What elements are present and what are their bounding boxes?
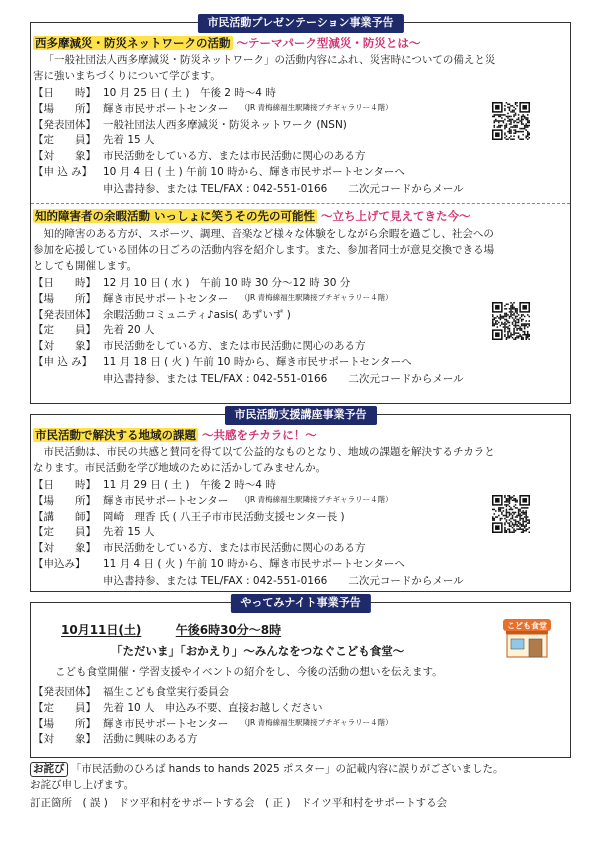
- event1-details: [33, 86, 405, 181]
- detail-value: 先着 15 人: [103, 134, 155, 147]
- detail-label: 【発表団体】: [33, 118, 96, 131]
- intro-line: なります。市民活動を学び地域のために活かしてみませんか。: [33, 461, 327, 474]
- event2-intro: [33, 227, 568, 274]
- event1-topic-sub: ～テーマパーク型減災・防災とは～: [236, 36, 421, 50]
- course-topic-main: 市民活動で解決する地域の課題: [35, 428, 196, 442]
- event-details: [33, 685, 393, 748]
- detail-value: 市民活動をしている方、または市民活動に関心のある方: [103, 542, 366, 554]
- section-banner: やってみナイト事業予告: [230, 594, 370, 613]
- detail-label: 【対 象】: [33, 733, 96, 746]
- detail-label: 【場 所】: [33, 292, 96, 305]
- detail-note: （JR 青梅線福生駅隣接プチギャラリー４階）: [240, 717, 393, 727]
- detail-label: 【発表団体】: [33, 308, 96, 321]
- detail-label: 【申 込 み】: [33, 355, 93, 368]
- detail-row: [33, 557, 405, 573]
- detail-value: 11 月 4 日 ( 火 ) 午前 10 時から、輝き市民サポートセンターへ: [103, 557, 405, 570]
- yatte-mi-night-section: [30, 596, 571, 758]
- event2-topic-main: 知的障害者の余暇活動 いっしょに笑うその先の可能性: [35, 209, 316, 223]
- event-catchphrase: 「ただいま」「おかえり」～みんなをつなぐこども食堂～: [111, 644, 405, 658]
- detail-row: [33, 118, 405, 134]
- detail-row: [33, 525, 405, 541]
- detail-row: [33, 165, 405, 181]
- qr-code-icon[interactable]: [492, 102, 530, 140]
- detail-label: 【定 員】: [33, 324, 96, 337]
- detail-value: 輝き市民サポートセンター: [103, 292, 229, 305]
- apology-notice: [30, 762, 575, 811]
- course-intro: [33, 445, 568, 477]
- detail-row: [33, 541, 405, 557]
- detail-label: 【講 師】: [33, 510, 96, 523]
- event-time: 午後6時30分～8時: [175, 623, 282, 637]
- detail-row: [33, 478, 405, 494]
- event-date: 10月11日(土): [61, 623, 142, 637]
- detail-value: 輝き市民サポートセンター: [103, 102, 229, 115]
- event2-details: [33, 276, 412, 371]
- detail-note: （JR 青梅線福生駅隣接プチギャラリー４階）: [240, 494, 393, 504]
- course-apply-method: 申込書持参、または TEL/FAX : 042-551-0166 二次元コードからメール: [103, 575, 464, 587]
- event1-topic-main: 西多摩減災・防災ネットワークの活動: [35, 36, 231, 50]
- intro-line: 市民活動は、市民の共感と賛同を得て以て公益的なものとなり、地域の課題を解決するチカラと: [43, 446, 495, 458]
- detail-value: 岡崎 理香 氏 ( 八王子市市民活動支援センター長 ): [103, 510, 345, 523]
- correction-line: 訂正箇所 ( 誤 ) ドツ平和村をサポートする会 ( 正 ) ドイツ平和村をサポートする会: [30, 796, 448, 809]
- support-course-section: [30, 408, 571, 592]
- detail-row: [33, 292, 412, 308]
- detail-label: 【対 象】: [33, 340, 96, 352]
- detail-value: 先着 15 人: [103, 526, 155, 539]
- detail-row: [33, 102, 405, 118]
- detail-label: 【定 員】: [33, 701, 96, 714]
- detail-value: 輝き市民サポートセンター: [103, 717, 229, 730]
- detail-value: 福生こども食堂実行委員会: [103, 686, 229, 698]
- detail-row: [33, 355, 412, 371]
- detail-row: [33, 732, 393, 748]
- event-datetime: [61, 621, 281, 639]
- detail-row: [33, 323, 412, 339]
- detail-row: [33, 510, 405, 526]
- detail-label: 【日 時】: [33, 277, 96, 289]
- detail-value: 先着 20 人: [103, 324, 155, 337]
- detail-value: 10 月 25 日 ( 土 ) 午後 2 時～4 時: [103, 87, 276, 99]
- detail-label: 【場 所】: [33, 494, 96, 507]
- event1-intro: [33, 53, 568, 85]
- detail-label: 【日 時】: [33, 479, 96, 491]
- detail-label: 【申込み】: [33, 557, 86, 570]
- detail-value: 11 月 18 日 ( 火 ) 午前 10 時から、輝き市民サポートセンターへ: [103, 355, 412, 368]
- event2-topic: [33, 208, 471, 225]
- apology-tag: お詫び: [30, 762, 68, 777]
- intro-line: 知的障害のある方が、スポーツ、調理、音楽など様々な体験をしながら余暇を過ごし、社会への: [43, 228, 494, 240]
- course-topic: [33, 427, 317, 444]
- event2-apply-method: 申込書持参、または TEL/FAX : 042-551-0166 二次元コードからメール: [103, 373, 464, 385]
- detail-value: 先着 10 人 申込み不要、直接お越しください: [103, 701, 323, 714]
- intro-line: としても開催します。: [33, 259, 138, 272]
- detail-row: [33, 494, 405, 510]
- detail-label: 【発表団体】: [33, 686, 96, 698]
- detail-row: [33, 339, 412, 355]
- apology-line: お詫び申し上げます。: [30, 778, 135, 791]
- course-details: [33, 478, 405, 573]
- kodomo-shokudo-shop-icon: [501, 615, 553, 659]
- detail-row: [33, 308, 412, 324]
- shop-sign: こども食堂: [507, 621, 547, 631]
- presentation-section: [30, 16, 571, 404]
- detail-value: 市民活動をしている方、または市民活動に関心のある方: [103, 340, 366, 352]
- detail-value: 余暇活動コミュニティ♪asis( あずいず ): [103, 308, 291, 321]
- apology-line: 「市民活動のひろば hands to hands 2025 ポスター」の記載内容に誤りがございました。: [70, 763, 504, 775]
- divider: [31, 203, 570, 204]
- detail-value: 一般社団法人西多摩減災・防災ネットワーク (NSN): [103, 118, 347, 131]
- intro-line: 参加を応援している団体の日ごろの活動内容を紹介します。また、参加者同士が意見交換できる場: [33, 243, 495, 256]
- detail-label: 【日 時】: [33, 87, 96, 99]
- detail-note: （JR 青梅線福生駅隣接プチギャラリー４階）: [240, 292, 393, 302]
- detail-label: 【対 象】: [33, 542, 96, 554]
- detail-row: [33, 133, 405, 149]
- detail-label: 【場 所】: [33, 102, 96, 115]
- section-banner: 市民活動支援講座事業予告: [225, 406, 377, 425]
- event2-topic-sub: ～立ち上げて見えてきた今～: [321, 209, 471, 223]
- qr-code-icon[interactable]: [492, 495, 530, 533]
- detail-row: [33, 276, 412, 292]
- intro-line: 害に強いまちづくりについて学びます。: [33, 69, 221, 82]
- detail-row: [33, 149, 405, 165]
- detail-value: 輝き市民サポートセンター: [103, 494, 229, 507]
- event1-topic: [33, 35, 420, 52]
- detail-label: 【申 込 み】: [33, 165, 93, 178]
- detail-label: 【定 員】: [33, 134, 96, 147]
- event1-apply-method: 申込書持参、または TEL/FAX : 042-551-0166 二次元コードからメール: [103, 183, 464, 195]
- section-banner: 市民活動プレゼンテーション事業予告: [197, 14, 403, 33]
- detail-note: （JR 青梅線福生駅隣接プチギャラリー４階）: [240, 102, 393, 112]
- detail-value: 10 月 4 日 ( 土 ) 午前 10 時から、輝き市民サポートセンターへ: [103, 165, 405, 178]
- detail-value: 12 月 10 日 ( 水 ) 午前 10 時 30 分～12 時 30 分: [103, 277, 351, 289]
- detail-value: 市民活動をしている方、または市民活動に関心のある方: [103, 150, 366, 162]
- detail-label: 【場 所】: [33, 717, 96, 730]
- detail-label: 【対 象】: [33, 150, 96, 162]
- detail-row: [33, 717, 393, 733]
- event-intro: こども食堂開催・学習支援やイベントの紹介をし、今後の活動の想いを伝えます。: [55, 666, 443, 678]
- detail-row: [33, 685, 393, 701]
- detail-value: 11 月 29 日 ( 土 ) 午後 2 時～4 時: [103, 479, 276, 491]
- detail-row: [33, 86, 405, 102]
- qr-code-icon[interactable]: [492, 302, 530, 340]
- intro-line: 「一般社団法人西多摩減災・防災ネットワーク」の活動内容にふれ、災害時についての備えと災: [43, 54, 496, 66]
- detail-value: 活動に興味のある方: [103, 733, 198, 746]
- detail-row: [33, 701, 393, 717]
- detail-label: 【定 員】: [33, 526, 96, 539]
- course-topic-sub: ～共感をチカラに！～: [202, 428, 317, 442]
